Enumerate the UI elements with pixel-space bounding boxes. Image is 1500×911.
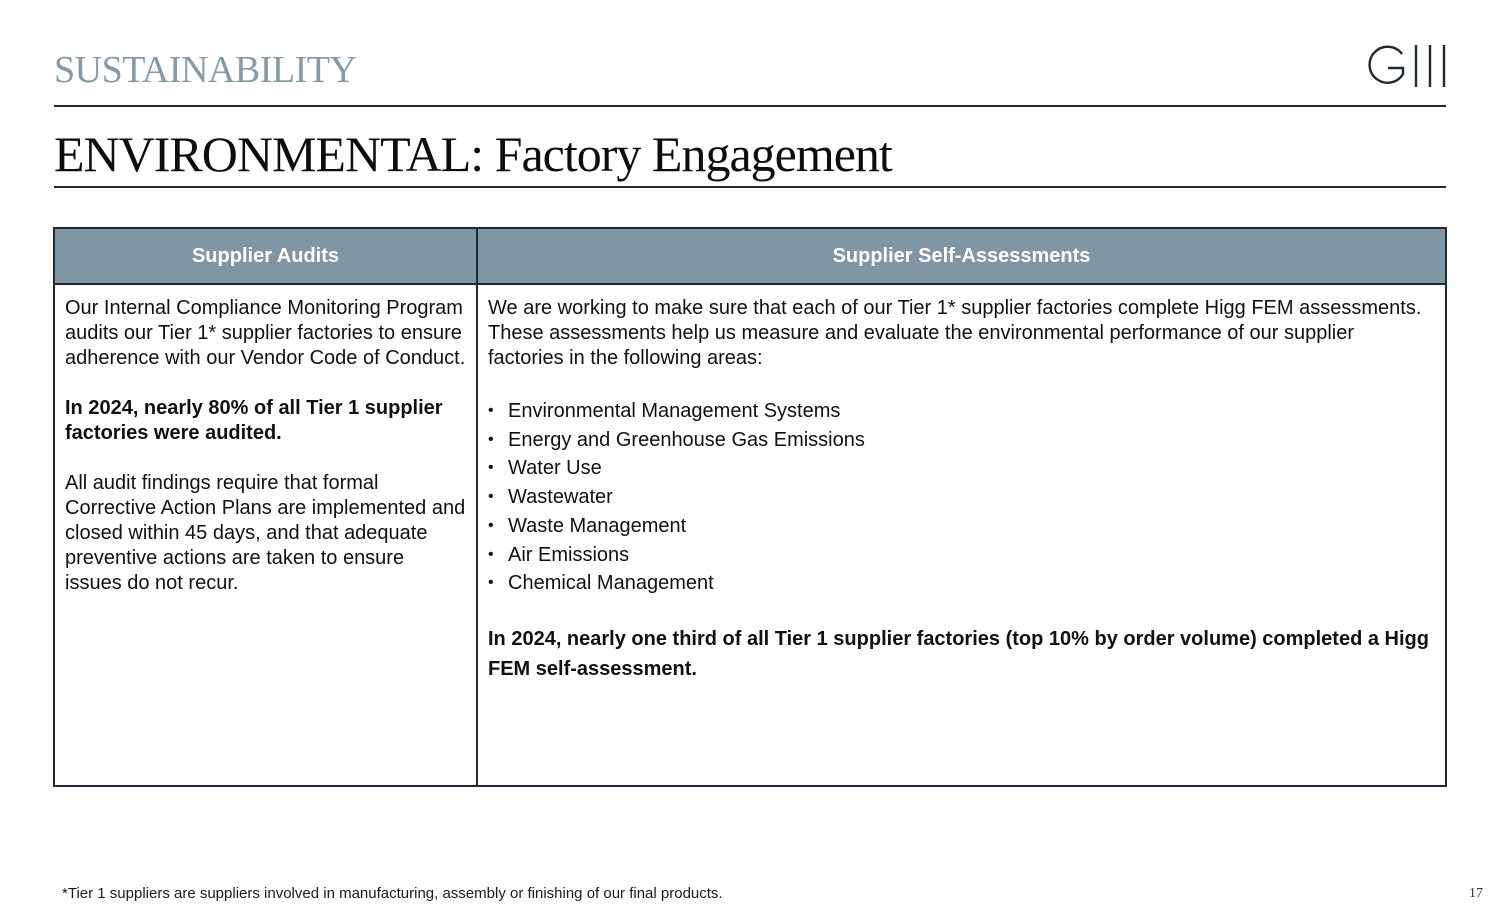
list-item: • Wastewater: [488, 483, 1435, 512]
audits-closing: All audit findings require that formal Corrective Action Plans are implemented and closed within 45 days, and that adequate preventive actions are taken to ensure issues do not recur.: [65, 472, 466, 594]
column-header-self-assessments: Supplier Self-Assessments: [478, 229, 1445, 285]
list-item: • Air Emissions: [488, 541, 1435, 570]
supplier-audits-cell: [55, 285, 478, 785]
list-item: • Environmental Management Systems: [488, 397, 1435, 426]
list-item: • Waste Management: [488, 512, 1435, 541]
self-assessments-highlight: In 2024, nearly one third of all Tier 1 supplier factories (top 10% by order volume) completed a Higg FEM self-assessment.: [488, 627, 1429, 680]
header-divider-top: [54, 105, 1446, 107]
list-item: • Energy and Greenhouse Gas Emissions: [488, 426, 1435, 455]
audits-intro: Our Internal Compliance Monitoring Program audits our Tier 1* supplier factories to ensure adherence with our Vendor Code of Conduct.: [65, 297, 466, 369]
self-assessments-intro: We are working to make sure that each of our Tier 1* supplier factories complete Higg FEM assessments. These assessments help us measure and evaluate the environmental performance of our supplier factories in the following areas:: [488, 297, 1422, 369]
audits-highlight: In 2024, nearly 80% of all Tier 1 supplier factories were audited.: [65, 397, 443, 444]
column-header-supplier-audits: Supplier Audits: [55, 229, 478, 285]
list-item: • Water Use: [488, 454, 1435, 483]
giii-logo: [1362, 42, 1448, 90]
section-label: SUSTAINABILITY: [54, 49, 357, 91]
page-number: 17: [1469, 886, 1483, 901]
factory-engagement-table: [53, 227, 1447, 787]
footnote: *Tier 1 suppliers are suppliers involved in manufacturing, assembly or finishing of our final products.: [62, 885, 723, 902]
page-title: ENVIRONMENTAL: Factory Engagement: [54, 126, 892, 182]
header-divider-bottom: [54, 186, 1446, 188]
assessment-areas-list: [488, 397, 1435, 598]
self-assessments-cell: [478, 285, 1445, 785]
list-item: • Chemical Management: [488, 569, 1435, 598]
